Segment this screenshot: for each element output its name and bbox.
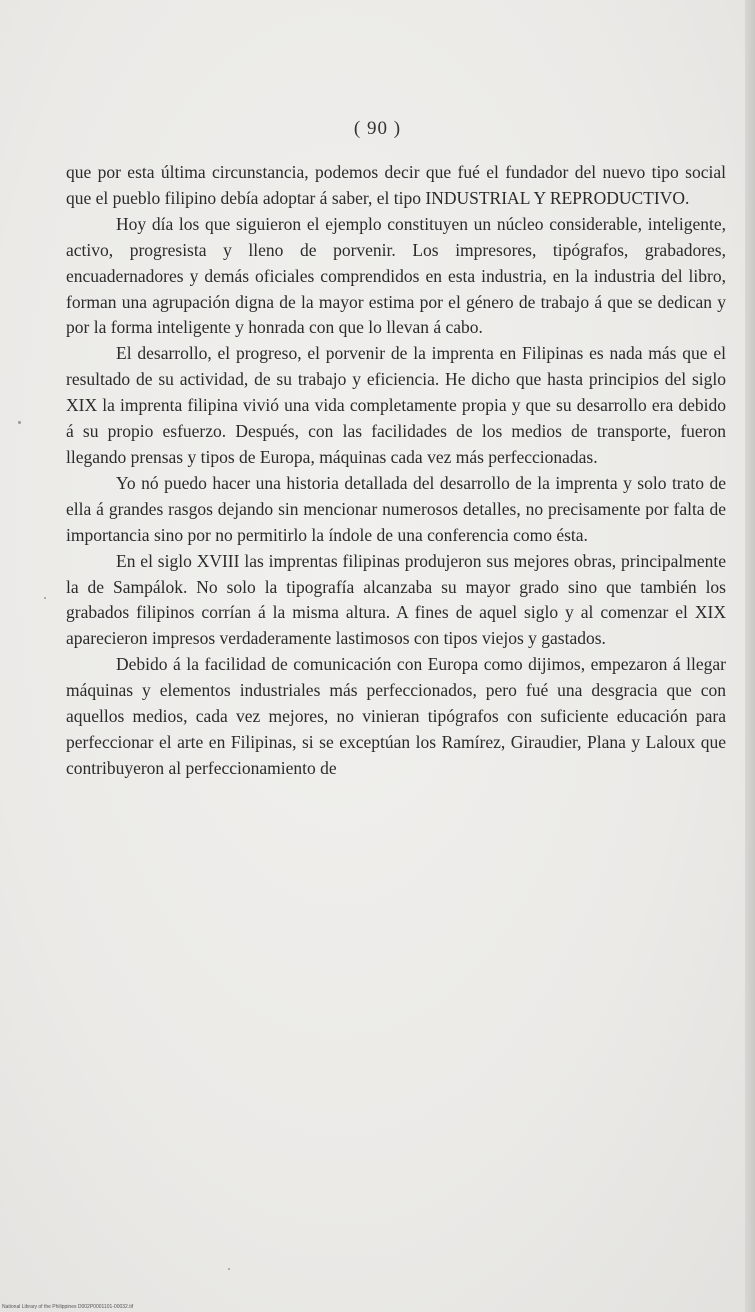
ink-speck [228, 1268, 230, 1270]
paragraph-5: En el siglo XVIII las imprentas filipinas produjeron sus mejores obras, principalmente la de Sampálok. No solo la tipografía alcanzaba su mayor grado sino que también los grabados filipinos corrían á la misma altura. A fines de aquel siglo y al comenzar el XIX aparecieron impresos verdaderamente lastimosos con tipos viejos y gastados. [66, 550, 726, 649]
ink-speck [18, 421, 21, 424]
paragraph-2: Hoy día los que siguieron el ejemplo constituyen un núcleo considerable, inteligente, activo, progresista y lleno de porvenir. Los impresores, tipógrafos, grabadores, encuadernadores y demás oficiales comprendidos en esta industria, en la industria del libro, forman una agrupación digna de la mayor estima por el género de trabajo á que se dedican y por la forma inteligente y honrada con que lo llevan á cabo. [66, 213, 726, 338]
page-number: ( 90 ) [353, 118, 402, 139]
body-text [66, 160, 726, 782]
ink-speck [44, 597, 46, 599]
archive-stamp: National Library of the Philippines D002P0001101-00032.tif [2, 1304, 134, 1310]
paragraph-4: Yo nó puedo hacer una historia detallada del desarrollo de la imprenta y solo trato de ella á grandes rasgos dejando sin mencionar numerosos detalles, no precisamente por falta de importancia sino por no permitirlo la índole de una conferencia como ésta. [66, 472, 726, 545]
page-edge-shadow [745, 0, 755, 1312]
paragraph-1: que por esta última circunstancia, podemos decir que fué el fundador del nuevo tipo social que el pueblo filipino debía adoptar á saber, el tipo INDUSTRIAL Y REPRODUCTIVO. [66, 162, 726, 208]
paragraph-3: El desarrollo, el progreso, el porvenir de la imprenta en Filipinas es nada más que el resultado de su actividad, de su trabajo y eficiencia. He dicho que hasta principios del siglo XIX la imprenta filipina vivió una vida completamente propia y que su desarrollo era debido á su propio esfuerzo. Después, con las facilidades de los medios de transporte, fueron llegando prensas y tipos de Europa, máquinas cada vez más perfeccionadas. [66, 343, 726, 467]
paragraph-6: Debido á la facilidad de comunicación con Europa como dijimos, empezaron á llegar máquinas y elementos industriales más perfeccionados, pero fué una desgracia que con aquellos medios, cada vez mejores, no vinieran tipógrafos con suficiente educación para perfeccionar el arte en Filipinas, si se exceptúan los Ramírez, Giraudier, Plana y Laloux que contribuyeron al perfeccionamiento de [66, 654, 726, 778]
